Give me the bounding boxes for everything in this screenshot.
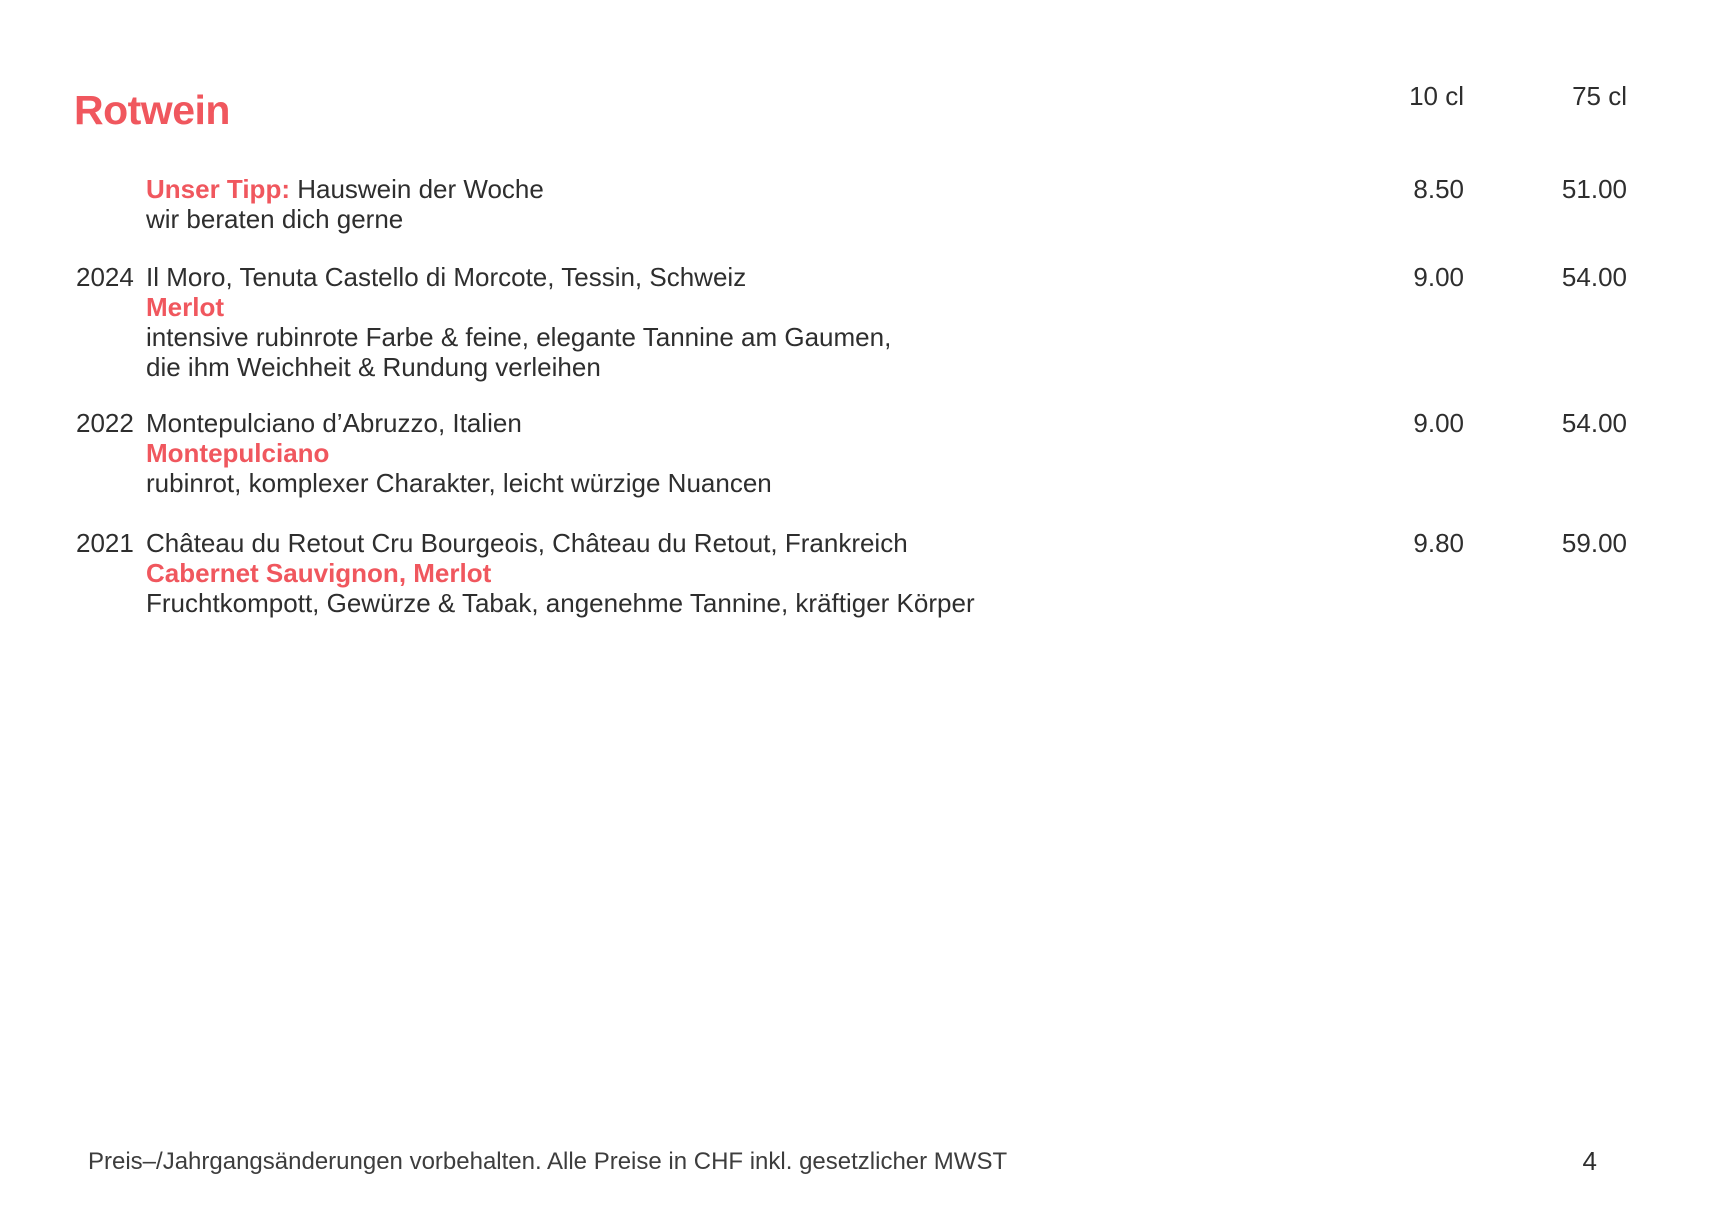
- wine-name-line: [146, 528, 1374, 558]
- wine-description-line: Fruchtkompott, Gewürze & Tabak, angenehme Tannine, kräftiger Körper: [146, 588, 975, 618]
- wine-name: Château du Retout Cru Bourgeois, Château du Retout, Frankreich: [146, 528, 908, 558]
- wine-vintage: 2024: [76, 262, 134, 292]
- price-75cl: 54.00: [1561, 262, 1627, 292]
- wine-description-line: intensive rubinrote Farbe & feine, elegante Tannine am Gaumen,: [146, 322, 892, 352]
- column-header-75cl: 75 cl: [1572, 81, 1627, 111]
- wine-name-line: [146, 174, 1374, 204]
- wine-details: [146, 408, 1374, 498]
- wine-description-line: wir beraten dich gerne: [146, 204, 404, 234]
- price-75cl: 59.00: [1561, 528, 1627, 558]
- wine-row: [0, 262, 1723, 382]
- price-75cl: 54.00: [1561, 408, 1627, 438]
- price-10cl: 8.50: [1413, 174, 1464, 204]
- size-header-row: [0, 81, 1723, 111]
- wine-name: Hauswein der Woche: [297, 174, 544, 204]
- footer-disclaimer: Preis–/Jahrgangsänderungen vorbehalten. Alle Preise in CHF inkl. gesetzlicher MWST: [88, 1148, 1008, 1175]
- wine-name: Il Moro, Tenuta Castello di Morcote, Tessin, Schweiz: [146, 262, 747, 292]
- column-header-10cl: 10 cl: [1409, 81, 1464, 111]
- wine-details: [146, 262, 1374, 382]
- price-10cl: 9.00: [1413, 262, 1464, 292]
- wine-row: [0, 408, 1723, 498]
- wine-row: [0, 528, 1723, 618]
- grape-variety: Cabernet Sauvignon, Merlot: [146, 558, 492, 588]
- wine-name-line: [146, 408, 1374, 438]
- grape-variety: Merlot: [146, 292, 224, 322]
- wine-details: [146, 174, 1374, 234]
- wine-description-line: rubinrot, komplexer Charakter, leicht würzige Nuancen: [146, 468, 772, 498]
- grape-variety: Montepulciano: [146, 438, 330, 468]
- wine-name-line: [146, 262, 1374, 292]
- wine-vintage: 2021: [76, 528, 134, 558]
- price-75cl: 51.00: [1561, 174, 1627, 204]
- page-number: 4: [1582, 1146, 1597, 1176]
- wine-name: Montepulciano d’Abruzzo, Italien: [146, 408, 522, 438]
- price-10cl: 9.80: [1413, 528, 1464, 558]
- wine-row: [0, 174, 1723, 234]
- tip-label: Unser Tipp:: [146, 174, 298, 204]
- page-title: Rotwein: [74, 87, 230, 134]
- wine-description-line: die ihm Weichheit & Rundung verleihen: [146, 352, 601, 382]
- wine-vintage: [76, 174, 146, 234]
- wine-vintage: 2022: [76, 408, 134, 438]
- price-10cl: 9.00: [1413, 408, 1464, 438]
- wine-details: [146, 528, 1374, 618]
